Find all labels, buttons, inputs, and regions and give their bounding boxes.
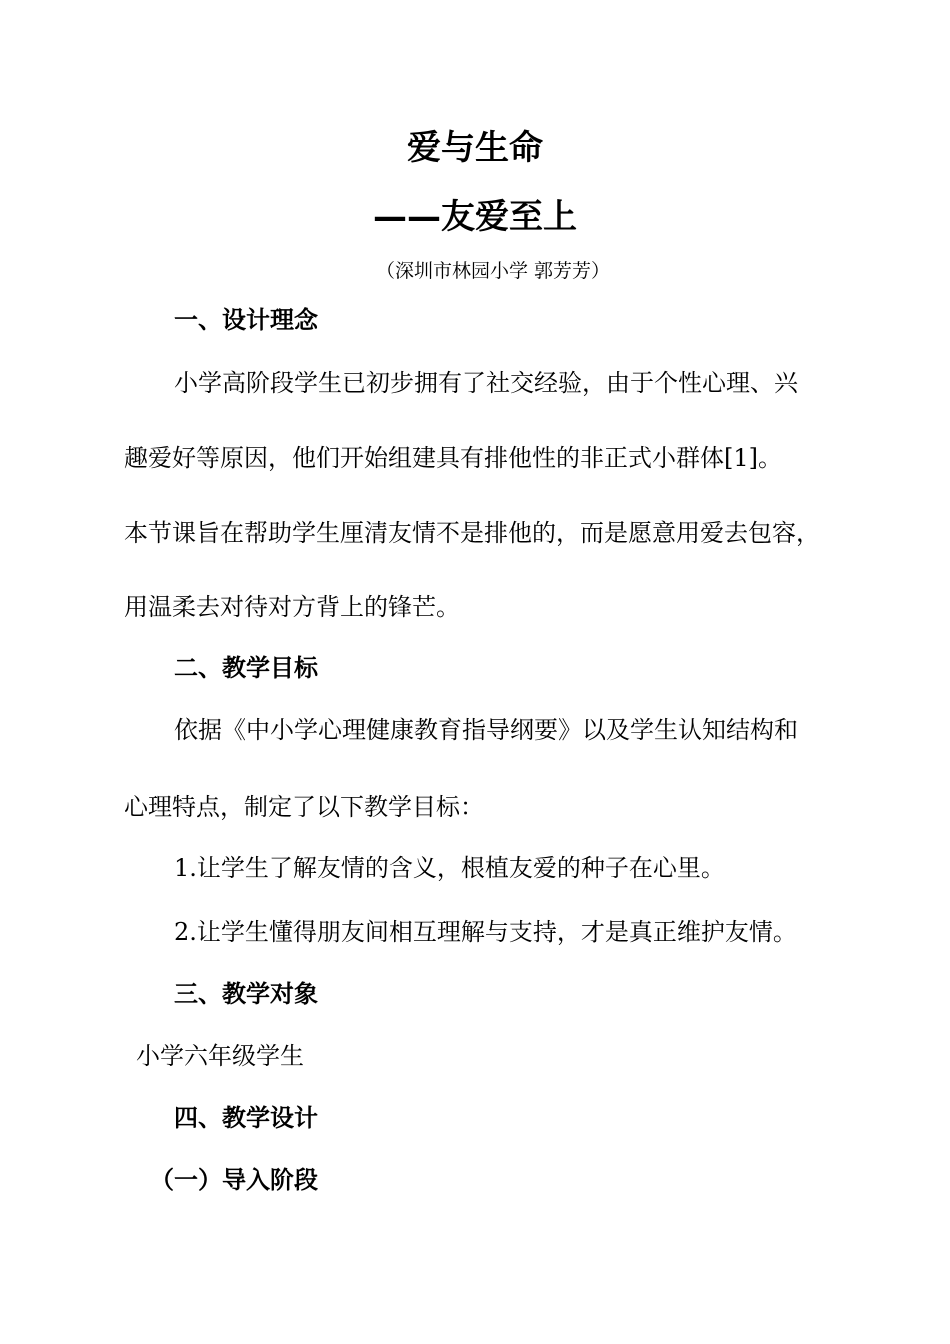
- document-title: 爱与生命: [407, 128, 543, 168]
- teaching-target-text: 小学六年级学生: [136, 1042, 304, 1070]
- paragraph-line: 小学高阶段学生已初步拥有了社交经验，由于个性心理、兴: [174, 369, 798, 397]
- paragraph-line: 依据《中小学心理健康教育指导纲要》以及学生认知结构和: [174, 716, 798, 744]
- section-heading-design-concept: 一、设计理念: [174, 306, 318, 334]
- paragraph-line: 本节课旨在帮助学生厘清友情不是排他的，而是愿意用爱去包容，: [124, 519, 820, 547]
- paragraph-line: 用温柔去对待对方背上的锋芒。: [124, 593, 460, 621]
- section-heading-teaching-design: 四、教学设计: [174, 1104, 318, 1132]
- section-heading-teaching-target: 三、教学对象: [174, 980, 318, 1008]
- subsection-heading-intro: （一）导入阶段: [150, 1166, 318, 1194]
- paragraph-line: 心理特点，制定了以下教学目标：: [124, 793, 484, 821]
- goal-item: 1.让学生了解友情的含义，根植友爱的种子在心里。: [174, 854, 725, 882]
- goal-item: 2.让学生懂得朋友间相互理解与支持，才是真正维护友情。: [174, 918, 797, 946]
- section-heading-teaching-goals: 二、教学目标: [174, 654, 318, 682]
- paragraph-line: 趣爱好等原因，他们开始组建具有排他性的非正式小群体[1]。: [124, 444, 782, 472]
- document-subtitle: ——友爱至上: [373, 197, 577, 237]
- author-line: （深圳市林园小学 郭芳芳）: [375, 260, 611, 282]
